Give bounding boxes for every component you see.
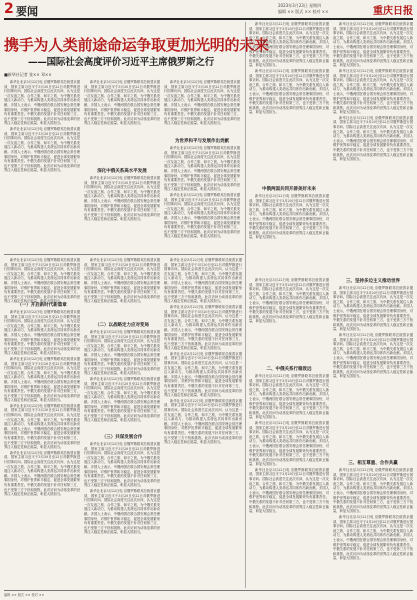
paragraph: 新华社北京3月22日电 应俄罗斯联邦总统普京邀请，国家主席习近平于3月20日至22日对俄罗斯进行国事访问。国际社会高度关注此次访问，认为这是一次友谊之旅、合作之旅、和平之旅，为中俄关系发展注入新动力，为推动构建人类命运共同体作出新贡献。多国人士表示，中俄两国在联合国安理会常任理事国身份，对维护世界和平稳定、促进全球发展繁荣负有重要责任。中俄关系的发展不针对任何第三方，也不受第三方干扰和挑拨。此次访问为动荡变革的世界注入稳定性和正能量，彰显大国担当。 (4, 310, 80, 356)
article-column (4, 310, 80, 586)
paragraph: 新华社北京3月22日电 应俄罗斯联邦总统普京邀请，国家主席习近平于3月20日至22日对俄罗斯进行国事访问。国际社会高度关注此次访问，认为这是一次友谊之旅、合作之旅、和平之旅，为中俄关系发展注入新动力，为推动构建人类命运共同体作出新贡献。多国人士表示，中俄两国在联合国安理会常任理事国身份，对维护世界和平稳定、促进全球发展繁荣负有重要责任。中俄关系的发展不针对任何第三方，也不受第三方干扰和挑拨。此次访问为动荡变革的世界注入稳定性和正能量，彰显大国担当。 (333, 514, 413, 561)
paragraph: 新华社北京3月22日电 应俄罗斯联邦总统普京邀请，国家主席习近平于3月20日至22日对俄罗斯进行国事访问。国际社会高度关注此次访问，认为这是一次友谊之旅、合作之旅、和平之旅，为中俄关系发展注入新动力，为推动构建人类命运共同体作出新贡献。多国人士表示，中俄两国在联合国安理会常任理事国身份，对维护世界和平稳定、促进全球发展繁荣负有重要责任。中俄关系的发展不针对任何第三方，也不受第三方干扰和挑拨。此次访问为动荡变革的世界注入稳定性和正能量，彰显大国担当。 (249, 278, 329, 324)
paragraph: 新华社北京3月22日电 应俄罗斯联邦总统普京邀请，国家主席习近平于3月20日至22日对俄罗斯进行国事访问。国际社会高度关注此次访问，认为这是一次友谊之旅、合作之旅、和平之旅，为中俄关系发展注入新动力，为推动构建人类命运共同体作出新贡献。多国人士表示，中俄两国在联合国安理会常任理事国身份，对维护世界和平稳定、促进全球发展繁荣负有重要责任。中俄关系的发展不针对任何第三方，也不受第三方干扰和挑拨。此次访问为动荡变革的世界注入稳定性和正能量，彰显大国担当。 (84, 376, 160, 423)
paragraph: 新华社北京3月22日电 应俄罗斯联邦总统普京邀请，国家主席习近平于3月20日至22日对俄罗斯进行国事访问。国际社会高度关注此次访问，认为这是一次友谊之旅、合作之旅、和平之旅，为中俄关系发展注入新动力，为推动构建人类命运共同体作出新贡献。多国人士表示，中俄两国在联合国安理会常任理事国身份，对维护世界和平稳定、促进全球发展繁荣负有重要责任。中俄关系的发展不针对任何第三方，也不受第三方干扰和挑拨。此次访问为动荡变革的世界注入稳定性和正能量，彰显大国担当。 (249, 22, 329, 68)
paragraph: 新华社北京3月22日电 应俄罗斯联邦总统普京邀请，国家主席习近平于3月20日至22日对俄罗斯进行国事访问。国际社会高度关注此次访问，认为这是一次友谊之旅、合作之旅、和平之旅，为中俄关系发展注入新动力，为推动构建人类命运共同体作出新贡献。多国人士表示，中俄两国在联合国安理会常任理事国身份，对维护世界和平稳定、促进全球发展繁荣负有重要责任。中俄关系的发展不针对任何第三方，也不受第三方干扰和挑拨。此次访问为动荡变革的世界注入稳定性和正能量，彰显大国担当。 (164, 258, 242, 304)
paragraph: 新华社北京3月22日电 应俄罗斯联邦总统普京邀请，国家主席习近平于3月20日至22日对俄罗斯进行国事访问。国际社会高度关注此次访问，认为这是一次友谊之旅、合作之旅、和平之旅，为中俄关系发展注入新动力，为推动构建人类命运共同体作出新贡献。多国人士表示，中俄两国在联合国安理会常任理事国身份，对维护世界和平稳定、促进全球发展繁荣负有重要责任。中俄关系的发展不针对任何第三方，也不受第三方干扰和挑拨。此次访问为动荡变革的世界注入稳定性和正能量，彰显大国担当。 (164, 80, 240, 126)
paragraph: 新华社北京3月22日电 应俄罗斯联邦总统普京邀请，国家主席习近平于3月20日至22日对俄罗斯进行国事访问。国际社会高度关注此次访问，认为这是一次友谊之旅、合作之旅、和平之旅，为中俄关系发展注入新动力，为推动构建人类命运共同体作出新贡献。多国人士表示，中俄两国在联合国安理会常任理事国身份，对维护世界和平稳定、促进全球发展繁荣负有重要责任。中俄关系的发展不针对任何第三方，也不受第三方干扰和挑拨。此次访问为动荡变革的世界注入稳定性和正能量，彰显大国担当。 (164, 351, 242, 398)
paragraph: 新华社北京3月22日电 应俄罗斯联邦总统普京邀请，国家主席习近平于3月20日至22日对俄罗斯进行国事访问。国际社会高度关注此次访问，认为这是一次友谊之旅、合作之旅、和平之旅，为中俄关系发展注入新动力，为推动构建人类命运共同体作出新贡献。多国人士表示，中俄两国在联合国安理会常任理事国身份，对维护世界和平稳定、促进全球发展繁荣负有重要责任。中俄关系的发展不针对任何第三方，也不受第三方干扰和挑拨。此次访问为动荡变革的世界注入稳定性和正能量，彰显大国担当。 (249, 194, 329, 240)
paragraph: 新华社北京3月22日电 应俄罗斯联邦总统普京邀请，国家主席习近平于3月20日至22日对俄罗斯进行国事访问。国际社会高度关注此次访问，认为这是一次友谊之旅、合作之旅、和平之旅，为中俄关系发展注入新动力，为推动构建人类命运共同体作出新贡献。多国人士表示，中俄两国在联合国安理会常任理事国身份，对维护世界和平稳定、促进全球发展繁荣负有重要责任。中俄关系的发展不针对任何第三方，也不受第三方干扰和挑拨。此次访问为动荡变革的世界注入稳定性和正能量，彰显大国担当。 (333, 468, 413, 514)
paragraph: 新华社北京3月22日电 应俄罗斯联邦总统普京邀请，国家主席习近平于3月20日至22日对俄罗斯进行国事访问。国际社会高度关注此次访问，认为这是一次友谊之旅、合作之旅、和平之旅，为中俄关系发展注入新动力，为推动构建人类命运共同体作出新贡献。多国人士表示，中俄两国在联合国安理会常任理事国身份，对维护世界和平稳定、促进全球发展繁荣负有重要责任。中俄关系的发展不针对任何第三方，也不受第三方干扰和挑拨。此次访问为动荡变革的世界注入稳定性和正能量，彰显大国担当。 (84, 488, 160, 535)
byline: ■新华社记者 张×× 邓×× (4, 72, 52, 77)
paragraph: 新华社北京3月22日电 应俄罗斯联邦总统普京邀请，国家主席习近平于3月20日至22日对俄罗斯进行国事访问。国际社会高度关注此次访问，认为这是一次友谊之旅、合作之旅、和平之旅，为中俄关系发展注入新动力，为推动构建人类命运共同体作出新贡献。多国人士表示，中俄两国在联合国安理会常任理事国身份，对维护世界和平稳定、促进全球发展繁荣负有重要责任。中俄关系的发展不针对任何第三方，也不受第三方干扰和挑拨。此次访问为动荡变革的世界注入稳定性和正能量，彰显大国担当。 (164, 192, 240, 239)
paragraph: 新华社北京3月22日电 应俄罗斯联邦总统普京邀请，国家主席习近平于3月20日至22日对俄罗斯进行国事访问。国际社会高度关注此次访问，认为这是一次友谊之旅、合作之旅、和平之旅，为中俄关系发展注入新动力，为推动构建人类命运共同体作出新贡献。多国人士表示，中俄两国在联合国安理会常任理事国身份，对维护世界和平稳定、促进全球发展繁荣负有重要责任。中俄关系的发展不针对任何第三方，也不受第三方干扰和挑拨。此次访问为动荡变革的世界注入稳定性和正能量，彰显大国担当。 (4, 80, 80, 126)
article-column (333, 22, 413, 272)
headline: 携手为人类前途命运争取更加光明的未来 (4, 36, 269, 54)
section-subtitle: （三）共谋发展合作 (101, 435, 143, 440)
footer-editors: 编辑 ×× 版式 ×× 校对 ×× (4, 593, 45, 597)
section-rule (4, 254, 244, 255)
article-column (4, 258, 80, 304)
article-column (84, 176, 160, 250)
article-column (84, 80, 160, 166)
paragraph: 新华社北京3月22日电 应俄罗斯联邦总统普京邀请，国家主席习近平于3月20日至22日对俄罗斯进行国事访问。国际社会高度关注此次访问，认为这是一次友谊之旅、合作之旅、和平之旅，为中俄关系发展注入新动力，为推动构建人类命运共同体作出新贡献。多国人士表示，中俄两国在联合国安理会常任理事国身份，对维护世界和平稳定、促进全球发展繁荣负有重要责任。中俄关系的发展不针对任何第三方，也不受第三方干扰和挑拨。此次访问为动荡变革的世界注入稳定性和正能量，彰显大国担当。 (4, 403, 80, 450)
editors-line: 编辑 ×× 版式 ×× 校对 ×× (278, 9, 329, 14)
page-number: 2 (4, 1, 14, 17)
paragraph: 新华社北京3月22日电 应俄罗斯联邦总统普京邀请，国家主席习近平于3月20日至22日对俄罗斯进行国事访问。国际社会高度关注此次访问，认为这是一次友谊之旅、合作之旅、和平之旅，为中俄关系发展注入新动力，为推动构建人类命运共同体作出新贡献。多国人士表示，中俄两国在联合国安理会常任理事国身份，对维护世界和平稳定、促进全球发展繁荣负有重要责任。中俄关系的发展不针对任何第三方，也不受第三方干扰和挑拨。此次访问为动荡变革的世界注入稳定性和正能量，彰显大国担当。 (84, 176, 160, 222)
paragraph: 新华社北京3月22日电 应俄罗斯联邦总统普京邀请，国家主席习近平于3月20日至22日对俄罗斯进行国事访问。国际社会高度关注此次访问，认为这是一次友谊之旅、合作之旅、和平之旅，为中俄关系发展注入新动力，为推动构建人类命运共同体作出新贡献。多国人士表示，中俄两国在联合国安理会常任理事国身份，对维护世界和平稳定、促进全球发展繁荣负有重要责任。中俄关系的发展不针对任何第三方，也不受第三方干扰和挑拨。此次访问为动荡变革的世界注入稳定性和正能量，彰显大国担当。 (164, 398, 242, 445)
section-subtitle: 为世界和平与发展作出贡献 (175, 139, 229, 144)
article-column (164, 258, 242, 586)
paragraph: 新华社北京3月22日电 应俄罗斯联邦总统普京邀请，国家主席习近平于3月20日至22日对俄罗斯进行国事访问。国际社会高度关注此次访问，认为这是一次友谊之旅、合作之旅、和平之旅，为中俄关系发展注入新动力，为推动构建人类命运共同体作出新贡献。多国人士表示，中俄两国在联合国安理会常任理事国身份，对维护世界和平稳定、促进全球发展繁荣负有重要责任。中俄关系的发展不针对任何第三方，也不受第三方干扰和挑拨。此次访问为动荡变革的世界注入稳定性和正能量，彰显大国担当。 (249, 374, 329, 420)
paragraph: 新华社北京3月22日电 应俄罗斯联邦总统普京邀请，国家主席习近平于3月20日至22日对俄罗斯进行国事访问。国际社会高度关注此次访问，认为这是一次友谊之旅、合作之旅、和平之旅，为中俄关系发展注入新动力，为推动构建人类命运共同体作出新贡献。多国人士表示，中俄两国在联合国安理会常任理事国身份，对维护世界和平稳定、促进全球发展繁荣负有重要责任。中俄关系的发展不针对任何第三方，也不受第三方干扰和挑拨。此次访问为动荡变革的世界注入稳定性和正能量，彰显大国担当。 (333, 115, 413, 162)
section-name: 要闻 (16, 5, 38, 18)
section-subtitle: 深化中俄关系高水平发展 (97, 169, 147, 174)
article-column (249, 374, 329, 586)
article-column (84, 330, 160, 430)
section-subtitle: 三、相互尊重、合作共赢 (348, 461, 398, 466)
paragraph: 新华社北京3月22日电 应俄罗斯联邦总统普京邀请，国家主席习近平于3月20日至22日对俄罗斯进行国事访问。国际社会高度关注此次访问，认为这是一次友谊之旅、合作之旅、和平之旅，为中俄关系发展注入新动力，为推动构建人类命运共同体作出新贡献。多国人士表示，中俄两国在联合国安理会常任理事国身份，对维护世界和平稳定、促进全球发展繁荣负有重要责任。中俄关系的发展不针对任何第三方，也不受第三方干扰和挑拨。此次访问为动荡变革的世界注入稳定性和正能量，彰显大国担当。 (249, 467, 329, 514)
paragraph: 新华社北京3月22日电 应俄罗斯联邦总统普京邀请，国家主席习近平于3月20日至22日对俄罗斯进行国事访问。国际社会高度关注此次访问，认为这是一次友谊之旅、合作之旅、和平之旅，为中俄关系发展注入新动力，为推动构建人类命运共同体作出新贡献。多国人士表示，中俄两国在联合国安理会常任理事国身份，对维护世界和平稳定、促进全球发展繁荣负有重要责任。中俄关系的发展不针对任何第三方，也不受第三方干扰和挑拨。此次访问为动荡变革的世界注入稳定性和正能量，彰显大国担当。 (164, 304, 242, 351)
article-column (333, 286, 413, 456)
paragraph: 新华社北京3月22日电 应俄罗斯联邦总统普京邀请，国家主席习近平于3月20日至22日对俄罗斯进行国事访问。国际社会高度关注此次访问，认为这是一次友谊之旅、合作之旅、和平之旅，为中俄关系发展注入新动力，为推动构建人类命运共同体作出新贡献。多国人士表示，中俄两国在联合国安理会常任理事国身份，对维护世界和平稳定、促进全球发展繁荣负有重要责任。中俄关系的发展不针对任何第三方，也不受第三方干扰和挑拨。此次访问为动荡变革的世界注入稳定性和正能量，彰显大国担当。 (4, 126, 80, 173)
paragraph: 新华社北京3月22日电 应俄罗斯联邦总统普京邀请，国家主席习近平于3月20日至22日对俄罗斯进行国事访问。国际社会高度关注此次访问，认为这是一次友谊之旅、合作之旅、和平之旅，为中俄关系发展注入新动力，为推动构建人类命运共同体作出新贡献。多国人士表示，中俄两国在联合国安理会常任理事国身份，对维护世界和平稳定、促进全球发展繁荣负有重要责任。中俄关系的发展不针对任何第三方，也不受第三方干扰和挑拨。此次访问为动荡变革的世界注入稳定性和正能量，彰显大国担当。 (4, 258, 80, 304)
subheadline: ——国际社会高度评价习近平主席俄罗斯之行 (28, 57, 215, 68)
page-footer (4, 590, 413, 597)
paragraph: 新华社北京3月22日电 应俄罗斯联邦总统普京邀请，国家主席习近平于3月20日至22日对俄罗斯进行国事访问。国际社会高度关注此次访问，认为这是一次友谊之旅、合作之旅、和平之旅，为中俄关系发展注入新动力，为推动构建人类命运共同体作出新贡献。多国人士表示，中俄两国在联合国安理会常任理事国身份，对维护世界和平稳定、促进全球发展繁荣负有重要责任。中俄关系的发展不针对任何第三方，也不受第三方干扰和挑拨。此次访问为动荡变革的世界注入稳定性和正能量，彰显大国担当。 (164, 146, 240, 192)
column-divider (245, 22, 246, 588)
article-column (249, 22, 329, 182)
section-subtitle: 中俄两国共同开辟美好未来 (262, 187, 316, 192)
article-column (164, 146, 240, 250)
article-column (4, 80, 80, 250)
section-subtitle: 三、坚持多边主义推动世界 (346, 279, 400, 284)
paragraph: 新华社北京3月22日电 应俄罗斯联邦总统普京邀请，国家主席习近平于3月20日至22日对俄罗斯进行国事访问。国际社会高度关注此次访问，认为这是一次友谊之旅、合作之旅、和平之旅，为中俄关系发展注入新动力，为推动构建人类命运共同体作出新贡献。多国人士表示，中俄两国在联合国安理会常任理事国身份，对维护世界和平稳定、促进全球发展繁荣负有重要责任。中俄关系的发展不针对任何第三方，也不受第三方干扰和挑拨。此次访问为动荡变革的世界注入稳定性和正能量，彰显大国担当。 (333, 332, 413, 379)
paragraph: 新华社北京3月22日电 应俄罗斯联邦总统普京邀请，国家主席习近平于3月20日至22日对俄罗斯进行国事访问。国际社会高度关注此次访问，认为这是一次友谊之旅、合作之旅、和平之旅，为中俄关系发展注入新动力，为推动构建人类命运共同体作出新贡献。多国人士表示，中俄两国在联合国安理会常任理事国身份，对维护世界和平稳定、促进全球发展繁荣负有重要责任。中俄关系的发展不针对任何第三方，也不受第三方干扰和挑拨。此次访问为动荡变革的世界注入稳定性和正能量，彰显大国担当。 (333, 68, 413, 115)
paragraph: 新华社北京3月22日电 应俄罗斯联邦总统普京邀请，国家主席习近平于3月20日至22日对俄罗斯进行国事访问。国际社会高度关注此次访问，认为这是一次友谊之旅、合作之旅、和平之旅，为中俄关系发展注入新动力，为推动构建人类命运共同体作出新贡献。多国人士表示，中俄两国在联合国安理会常任理事国身份，对维护世界和平稳定、促进全球发展繁荣负有重要责任。中俄关系的发展不针对任何第三方，也不受第三方干扰和挑拨。此次访问为动荡变革的世界注入稳定性和正能量，彰显大国担当。 (84, 258, 160, 304)
article-column (333, 468, 413, 586)
section-subtitle: （一）开启新时代新篇章 (17, 303, 67, 308)
paragraph: 新华社北京3月22日电 应俄罗斯联邦总统普京邀请，国家主席习近平于3月20日至22日对俄罗斯进行国事访问。国际社会高度关注此次访问，认为这是一次友谊之旅、合作之旅、和平之旅，为中俄关系发展注入新动力，为推动构建人类命运共同体作出新贡献。多国人士表示，中俄两国在联合国安理会常任理事国身份，对维护世界和平稳定、促进全球发展繁荣负有重要责任。中俄关系的发展不针对任何第三方，也不受第三方干扰和挑拨。此次访问为动荡变革的世界注入稳定性和正能量，彰显大国担当。 (249, 420, 329, 467)
dateline: 2023年3月23日 星期四 (278, 3, 322, 8)
paragraph: 新华社北京3月22日电 应俄罗斯联邦总统普京邀请，国家主席习近平于3月20日至22日对俄罗斯进行国事访问。国际社会高度关注此次访问，认为这是一次友谊之旅、合作之旅、和平之旅，为中俄关系发展注入新动力，为推动构建人类命运共同体作出新贡献。多国人士表示，中俄两国在联合国安理会常任理事国身份，对维护世界和平稳定、促进全球发展繁荣负有重要责任。中俄关系的发展不针对任何第三方，也不受第三方干扰和挑拨。此次访问为动荡变革的世界注入稳定性和正能量，彰显大国担当。 (249, 68, 329, 115)
paragraph: 新华社北京3月22日电 应俄罗斯联邦总统普京邀请，国家主席习近平于3月20日至22日对俄罗斯进行国事访问。国际社会高度关注此次访问，认为这是一次友谊之旅、合作之旅、和平之旅，为中俄关系发展注入新动力，为推动构建人类命运共同体作出新贡献。多国人士表示，中俄两国在联合国安理会常任理事国身份，对维护世界和平稳定、促进全球发展繁荣负有重要责任。中俄关系的发展不针对任何第三方，也不受第三方干扰和挑拨。此次访问为动荡变革的世界注入稳定性和正能量，彰显大国担当。 (84, 442, 160, 488)
section-subtitle: （二）以战略定力应对变局 (95, 323, 149, 328)
paragraph: 新华社北京3月22日电 应俄罗斯联邦总统普京邀请，国家主席习近平于3月20日至22日对俄罗斯进行国事访问。国际社会高度关注此次访问，认为这是一次友谊之旅、合作之旅、和平之旅，为中俄关系发展注入新动力，为推动构建人类命运共同体作出新贡献。多国人士表示，中俄两国在联合国安理会常任理事国身份，对维护世界和平稳定、促进全球发展繁荣负有重要责任。中俄关系的发展不针对任何第三方，也不受第三方干扰和挑拨。此次访问为动荡变革的世界注入稳定性和正能量，彰显大国担当。 (333, 22, 413, 68)
masthead (4, 2, 413, 20)
paragraph: 新华社北京3月22日电 应俄罗斯联邦总统普京邀请，国家主席习近平于3月20日至22日对俄罗斯进行国事访问。国际社会高度关注此次访问，认为这是一次友谊之旅、合作之旅、和平之旅，为中俄关系发展注入新动力，为推动构建人类命运共同体作出新贡献。多国人士表示，中俄两国在联合国安理会常任理事国身份，对维护世界和平稳定、促进全球发展繁荣负有重要责任。中俄关系的发展不针对任何第三方，也不受第三方干扰和挑拨。此次访问为动荡变革的世界注入稳定性和正能量，彰显大国担当。 (84, 80, 160, 126)
article-column (249, 278, 329, 362)
section-subtitle: 二、中俄关系行稳致远 (266, 367, 312, 372)
paragraph: 新华社北京3月22日电 应俄罗斯联邦总统普京邀请，国家主席习近平于3月20日至22日对俄罗斯进行国事访问。国际社会高度关注此次访问，认为这是一次友谊之旅、合作之旅、和平之旅，为中俄关系发展注入新动力，为推动构建人类命运共同体作出新贡献。多国人士表示，中俄两国在联合国安理会常任理事国身份，对维护世界和平稳定、促进全球发展繁荣负有重要责任。中俄关系的发展不针对任何第三方，也不受第三方干扰和挑拨。此次访问为动荡变革的世界注入稳定性和正能量，彰显大国担当。 (333, 286, 413, 332)
newspaper-logo: 重庆日报 (373, 6, 413, 17)
article-column (164, 80, 240, 136)
paragraph: 新华社北京3月22日电 应俄罗斯联邦总统普京邀请，国家主席习近平于3月20日至22日对俄罗斯进行国事访问。国际社会高度关注此次访问，认为这是一次友谊之旅、合作之旅、和平之旅，为中俄关系发展注入新动力，为推动构建人类命运共同体作出新贡献。多国人士表示，中俄两国在联合国安理会常任理事国身份，对维护世界和平稳定、促进全球发展繁荣负有重要责任。中俄关系的发展不针对任何第三方，也不受第三方干扰和挑拨。此次访问为动荡变革的世界注入稳定性和正能量，彰显大国担当。 (84, 330, 160, 376)
article-column (249, 194, 329, 274)
article-column (84, 442, 160, 586)
article-column (84, 258, 160, 318)
paragraph: 新华社北京3月22日电 应俄罗斯联邦总统普京邀请，国家主席习近平于3月20日至22日对俄罗斯进行国事访问。国际社会高度关注此次访问，认为这是一次友谊之旅、合作之旅、和平之旅，为中俄关系发展注入新动力，为推动构建人类命运共同体作出新贡献。多国人士表示，中俄两国在联合国安理会常任理事国身份，对维护世界和平稳定、促进全球发展繁荣负有重要责任。中俄关系的发展不针对任何第三方，也不受第三方干扰和挑拨。此次访问为动荡变革的世界注入稳定性和正能量，彰显大国担当。 (4, 356, 80, 403)
paragraph: 新华社北京3月22日电 应俄罗斯联邦总统普京邀请，国家主席习近平于3月20日至22日对俄罗斯进行国事访问。国际社会高度关注此次访问，认为这是一次友谊之旅、合作之旅、和平之旅，为中俄关系发展注入新动力，为推动构建人类命运共同体作出新贡献。多国人士表示，中俄两国在联合国安理会常任理事国身份，对维护世界和平稳定、促进全球发展繁荣负有重要责任。中俄关系的发展不针对任何第三方，也不受第三方干扰和挑拨。此次访问为动荡变革的世界注入稳定性和正能量，彰显大国担当。 (4, 450, 80, 497)
